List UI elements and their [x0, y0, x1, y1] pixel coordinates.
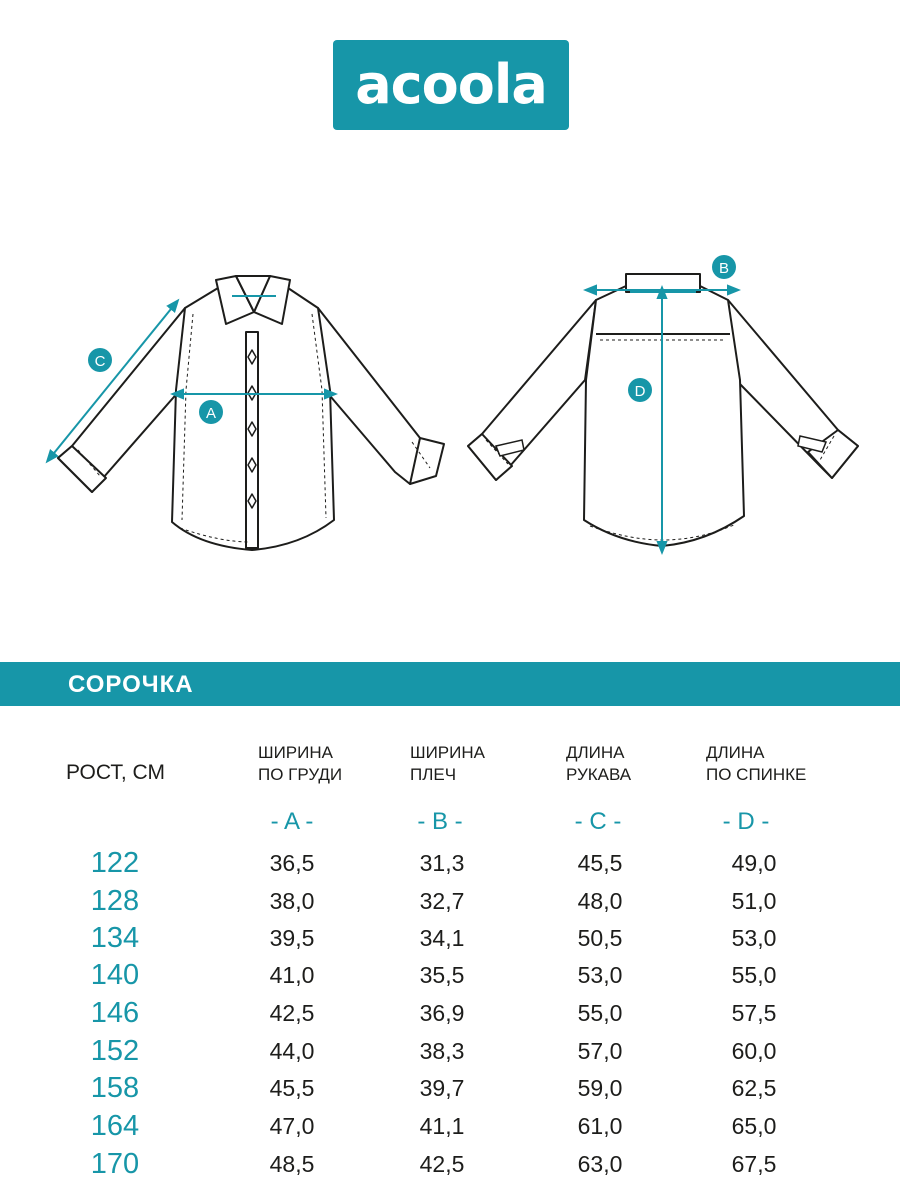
- sleeve-length-value: 61,0: [577, 1113, 623, 1139]
- shirt-measurement-diagram: [0, 240, 900, 570]
- column-letter-b: - B -: [417, 808, 463, 835]
- back-length-value: 65,0: [731, 1113, 777, 1139]
- row-header-label: РОСТ, СМ: [66, 761, 165, 784]
- section-title: СОРОЧКА: [68, 671, 194, 698]
- column-header-line2: ПО СПИНКЕ: [706, 765, 807, 784]
- column-header-d: [706, 742, 806, 786]
- sleeve-length-value: 53,0: [577, 962, 623, 988]
- sleeve-length-value: 55,0: [577, 1000, 623, 1026]
- column-header-line1: ДЛИНА: [706, 743, 765, 762]
- brand-logo: [333, 40, 569, 130]
- sleeve-length-value: 45,5: [577, 850, 623, 876]
- label-b: B: [718, 260, 730, 277]
- sleeve-length-value: 63,0: [577, 1151, 623, 1177]
- height-value: 134: [90, 922, 140, 954]
- table-row: [0, 845, 900, 882]
- section-banner: [0, 662, 900, 706]
- column-header-line1: ШИРИНА: [410, 743, 485, 762]
- column-header-line2: ПО ГРУДИ: [258, 765, 343, 784]
- back-length-value: 62,5: [731, 1075, 777, 1101]
- height-value: 170: [90, 1148, 140, 1180]
- shoulder-width-value: 32,7: [419, 888, 465, 914]
- chest-width-value: 39,5: [269, 925, 315, 951]
- table-row: [0, 957, 900, 994]
- table-row: [0, 1070, 900, 1107]
- table-row: [0, 1146, 900, 1183]
- back-length-value: 51,0: [731, 888, 777, 914]
- shoulder-width-value: 34,1: [419, 925, 465, 951]
- label-a: A: [205, 405, 217, 422]
- shoulder-width-value: 36,9: [419, 1000, 465, 1026]
- column-letter-c: - C -: [574, 808, 622, 835]
- chest-width-value: 41,0: [269, 962, 315, 988]
- sleeve-length-value: 48,0: [577, 888, 623, 914]
- sleeve-length-value: 50,5: [577, 925, 623, 951]
- column-header-line2: РУКАВА: [566, 765, 632, 784]
- shoulder-width-value: 38,3: [419, 1038, 465, 1064]
- chest-width-value: 47,0: [269, 1113, 315, 1139]
- front-shirt-drawing: [58, 276, 444, 550]
- shoulder-width-value: 35,5: [419, 962, 465, 988]
- back-length-value: 55,0: [731, 962, 777, 988]
- table-row: [0, 883, 900, 920]
- height-value: 164: [90, 1110, 140, 1142]
- table-row: [0, 920, 900, 957]
- back-length-value: 49,0: [731, 850, 777, 876]
- shoulder-width-value: 39,7: [419, 1075, 465, 1101]
- sleeve-length-value: 57,0: [577, 1038, 623, 1064]
- back-length-value: 57,5: [731, 1000, 777, 1026]
- label-c: C: [94, 353, 106, 370]
- label-d: D: [634, 383, 646, 400]
- height-value: 152: [90, 1035, 140, 1067]
- column-letter-a: - A -: [270, 808, 314, 835]
- logo-text: acoola: [355, 53, 547, 116]
- chest-width-value: 44,0: [269, 1038, 315, 1064]
- column-header-line1: ДЛИНА: [566, 743, 625, 762]
- shoulder-width-value: 41,1: [419, 1113, 465, 1139]
- shoulder-width-value: 42,5: [419, 1151, 465, 1177]
- chest-width-value: 42,5: [269, 1000, 315, 1026]
- height-value: 158: [90, 1072, 140, 1104]
- back-length-value: 53,0: [731, 925, 777, 951]
- chest-width-value: 38,0: [269, 888, 315, 914]
- height-value: 146: [90, 997, 140, 1029]
- height-value: 128: [90, 885, 140, 917]
- shoulder-width-value: 31,3: [419, 850, 465, 876]
- column-letter-d: - D -: [722, 808, 770, 835]
- sleeve-length-value: 59,0: [577, 1075, 623, 1101]
- column-header-line1: ШИРИНА: [258, 743, 333, 762]
- column-header-line2: ПЛЕЧ: [410, 765, 457, 784]
- height-value: 140: [90, 959, 140, 991]
- chest-width-value: 36,5: [269, 850, 315, 876]
- back-length-value: 60,0: [731, 1038, 777, 1064]
- chest-width-value: 45,5: [269, 1075, 315, 1101]
- column-header-c: [566, 742, 631, 786]
- table-row: [0, 1108, 900, 1145]
- table-row: [0, 1033, 900, 1070]
- back-length-value: 67,5: [731, 1151, 777, 1177]
- table-row: [0, 995, 900, 1032]
- column-header-a: [258, 742, 342, 786]
- chest-width-value: 48,5: [269, 1151, 315, 1177]
- height-value: 122: [90, 847, 140, 879]
- column-header-b: [410, 742, 485, 786]
